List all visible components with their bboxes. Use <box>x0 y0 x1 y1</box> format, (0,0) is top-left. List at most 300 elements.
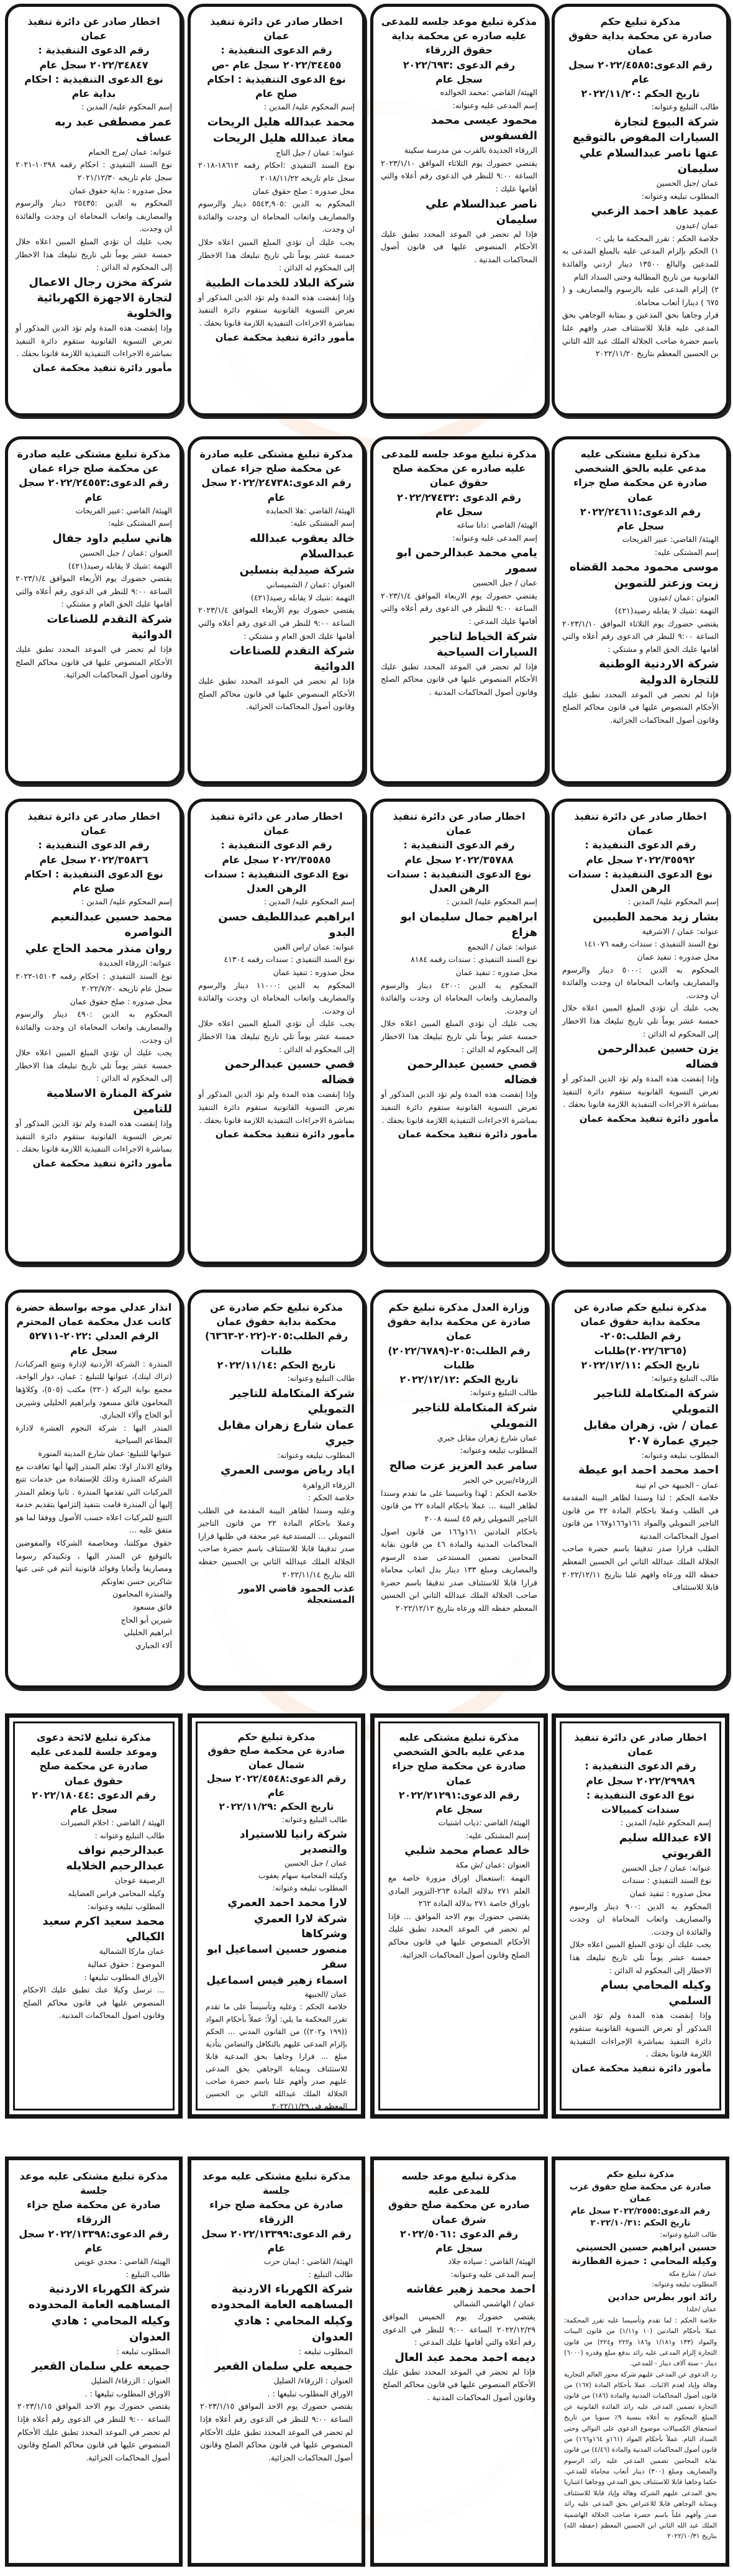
notice-text: العنوان : الزرقاء/ الضليل <box>91 2376 170 2386</box>
notice-text: عمان / شارع مكة <box>668 2270 717 2278</box>
notice-heading: اخطار صادر عن دائرة تنفيذ عمان <box>210 16 343 42</box>
notice-party-name: خالد عصام محمد شلبي <box>404 1844 530 1858</box>
legal-notice <box>370 799 548 1265</box>
notice-party-name: شركة المتكاملة للتاجير التمويلي <box>594 1387 719 1416</box>
notice-text: نوع السند التنفيذي :احكام رقمه ١٨٦١٢-٢٠١٨ سجل عام تاريخه ٢٠١٨/١١/٢٢ <box>198 160 355 183</box>
notice-party-name: محمد حسين عبدالنعيم النواصره <box>51 910 172 939</box>
notice-heading: رقم الدعوى :٢٠٢٢/٦٩٣ <box>403 58 516 71</box>
notice-text: خلاصة الحكم : لما تقدم وتأسيسا عليه تقرر المحكمة: عملا بأحكام المادتين (١٠ و١/١١) من قانون البينات والمواد (١٣٣ و١/١٨١ و١٨٦ و٢٢٢ و٢٢٤) من قانون التجارة إلزام المدعى عليه رائد بدفع مبلغ وقدره (٦٠٠٠) دينار - ستة آلاف دينار - للمدعي. <box>564 2316 717 2368</box>
notice-text: خلاصة الحكم : وعليه وتأسيساً على ما تقدم تقرر المحكمة ما يلي: أولاً: عملاً بأحكام المواد ((١٩٩ و٢٠٢)) من القانون المدني ... الحكم بإلزام المدعى عليهم بالتكافل والتضامن بتأدية مبلغ ... قرارا وجاهيا بحق المدعية قابلا للاستئناف وبمثابة الوجاهي بحق المدعى عليهم صدر وأفهم علنا باسم حضرة صاحب الجلالة الملك عبدالله الثاني بن الحسين المعظم في ٢٠٢٢/١١/٢٩ <box>206 2002 347 2111</box>
legal-notice <box>552 1713 729 2119</box>
notice-text: وكيله المحامي فراس العضايله <box>68 1889 165 1899</box>
notice-party-name: شركة صيدلية بنسلين <box>239 564 355 577</box>
notice-party-name: محمد عبدالله هليل الريحات <box>207 115 355 129</box>
notice-party-name: قصي حسين عبدالرحمن فضاله <box>224 1058 355 1087</box>
notice-heading: تاريخ الحكم :٢٠٢٢/١٢/١٢ <box>399 1373 519 1385</box>
notice-text: وكيلته المحامية سهام يعقوب <box>258 1871 347 1881</box>
notice-heading: ٢٠٢٢/٣٥٧٨٨ سجل عام <box>404 853 514 866</box>
notice-text: إسم المحكوم عليه/ المدين : <box>446 897 537 907</box>
notice-party-name: لارا محمد احمد العمري <box>227 1897 347 1910</box>
notice-text: خلاصة الحكم : لذا وسندا لظاهر البينة المقدمة في الطلب وعملا باحكام المادة ٢٢ من قانون التاجير التمويلي والمواد ١٦١و١٦٦و١٦٧ من قانون اصول المحاكمات المدنية <box>562 1493 719 1541</box>
notice-heading: صادرة عن محكمة صلح حقوق غرب عمان <box>569 2181 712 2204</box>
notice-heading: اخطار صادر عن دائرة تنفيذ عمان <box>210 810 343 837</box>
notice-text: إسم المحكوم عليه/ المدين : <box>263 102 355 112</box>
notice-text: يجب عليك أن تؤدي المبلغ المبين اعلاه خلال خمسة عشر يوماً تلي تاريخ تبليغك هذا الاخطار إلى المحكوم له الدائن : <box>381 1019 537 1054</box>
notice-heading: اخطار صادر عن دائرة تنفيذ عمان <box>27 810 160 837</box>
notice-heading: رقم الدعوى:٢٠٢٢/٤٥٤٨ سجل عام <box>206 1773 347 1799</box>
notice-text: محل صدوره : صلح حقوق عمان <box>252 186 355 196</box>
notice-text: الهيئة/ القاضي : سياده جلاد <box>448 2257 535 2267</box>
notice-party-name: خالد يعقوب عبدالله عبدالسلام <box>249 531 355 561</box>
notice-heading: رقم الدعوى التنفيذية : <box>221 839 332 851</box>
notice-heading: تاريخ الحكم :٢٠٢٢/١٠/٣١ <box>590 2218 691 2229</box>
notice-text: ... ترسل وكيلا عنك تطبق عليك الاحكام المنصوص عليها في قانون محاكم الصلح وقانون اصول المحاكمات المدنية. <box>23 1985 165 2020</box>
notice-party-name: وكيله المحامي : هادي العدوان <box>234 2314 353 2344</box>
notice-heading: رقم الدعوى:٢٠٢٢/٢٤٦١١ <box>580 505 701 518</box>
notice-text: محل صدوره : صلح حقوق عمان <box>70 996 172 1006</box>
notice-heading: مذكرة تبليغ حكم صادرة عن محكمة بداية حقوق عمان <box>210 1301 343 1328</box>
notice-party-name: جميعه علي سلمان القعير <box>32 2360 170 2373</box>
legal-notice <box>5 1713 183 2119</box>
notice-party-name: شركة الكهرباء الاردنية المساهمه العامة المحدوده <box>28 2283 170 2312</box>
notice-text: حقوق موكلتنا، ومخاصمة الشركاء والمفوضين بالتوقيع عن المنذر اليها ، وتكبيدكم رسوما ومصاريفا وأتعابا وفوائد قانونية أنتم في غنى عنها شاكرين حسن تعاونكم <box>16 1538 172 1586</box>
notice-text: رد الدعوى عن المدعى عليهم شركة محور العالم التجارية وهالة وإياد لعدم الاثبات. عملا بأحكام المادة (١٦٧) من قانون أصول المحاكمات المدنية والمادة (١٨٦) من قانون التجارة تضمين المدعى عليه رائد الفائدة القانونية عن المبلغ المحكوم به أعلاه بنسبة ٩٪ سنويا من تاريخ استحقاق الكمبيالات موضوع الدعوى على التوالي وحتى السداد التام. عملاً بأحكام المواد (١٦١و ١٦٤و١٦٦) من قانون أصول المحاكمات المدنية والمادة (٤/٤٦) من قانون نقابة المحامين تضمين المدعى عليه رائد الرسوم والمصاريف ومبلغ (٣٠٠) دينار أتعاب محاماة للمدعي. حكما وجاهيا قابلا للاستئناف بحق المدعي ووجاهيا اعتباريا بحق المدعى عليهم الشركة وهالة وإياد قابلا للاستئناف وبمثابة الوجاهي قابلا للاعتراض بحق المدعى عليه رائد صدر وأفهم علناً باسم حضرة صاحب الجلالة الهاشمية الملك عبد الله الثاني ابن الحسين المعظم (حفظه الله) بتاريخ ٢٠٢٢/١٠/٣١ <box>564 2370 717 2541</box>
notice-text: العنوان :عمان / الشميساني <box>266 580 355 590</box>
notice-party-name: ناصر عبدالسلام علي سليمان <box>426 197 537 226</box>
notice-heading: نوع الدعوى التنفيذية : احكام بداية عام <box>24 73 163 99</box>
legal-notice <box>370 4 548 416</box>
notice-heading: ٢٠٢٢/٣٥٥٩٢ سجل عام <box>586 853 695 866</box>
notice-text: محل صدوره : تنفيذ عمان <box>455 968 537 978</box>
notice-text: إسم المدعى عليه وعنوانه: <box>452 100 537 110</box>
notice-heading: رقم الدعوى:٢٠٢٢/٢١٢٩١ <box>398 1789 520 1801</box>
notice-text: التهمة :شيك لا يقابله رصيد(٤٢١) <box>68 561 172 571</box>
notice-text: وإذا إنقضت هذه المدة ولم تؤد الدين المذكور أو تعرض التسوية القانونية ستقوم دائرة التنفيذ بمباشرة الاجراءات التنفيذية اللازمة قانونا بحقك . <box>198 1089 355 1125</box>
notice-party-name: جميعه علي سلمان القعير <box>214 2360 353 2373</box>
notice-heading: رقم الدعوى التنفيذية : <box>38 44 150 57</box>
notice-text: فإذا لم تحضر في الموعد المحدد تطبق عليك الأحكام المنصوص عليها في قانون محاكم الصلح وقانون أصول المحاكمات الجزائية. <box>562 689 719 725</box>
notice-party-name: شركة المتكاملة للتاجير التمويلي <box>230 1387 355 1416</box>
notice-text: ٢) إلزام المدعى عليه بالرسوم والمصاريف و ( ٦٧٥ ) دينارا أتعاب محاماة. <box>562 285 719 307</box>
notice-party-name: شركة المنارة الاسلامية للتامين <box>46 1086 172 1116</box>
legal-notice <box>5 799 183 1265</box>
notice-heading: ٢٠٢٢/٣٥٨٣٦ سجل عام <box>39 853 148 866</box>
notice-text: فإذا لم تحضر في الموعد المحدد تطبق عليك الأحكام المنصوص عليها في قانون أصول المحاكمات المدنية . <box>381 229 537 264</box>
notice-text: المطلوب تبليغه وعنوانه: <box>272 1884 347 1893</box>
notice-text: المطلوب تبليغه : <box>116 2346 170 2356</box>
notice-heading: رقم الطلب:٢٠٥-(٢٠٢٢-٦٣٦٣) طلبات <box>204 1330 348 1357</box>
notice-text: الزرقاء الزواهرة <box>303 1480 355 1490</box>
notice-text: الهيئة/ القاضي :دانا ساغه <box>457 520 537 529</box>
notice-heading: مذكرة تبليغ مشتكى عليه صادرة عن محكمة صلح جزاء عمان <box>17 448 171 475</box>
notice-heading: صادرة عن محكمة صلح جزاء الزرقاء <box>209 2199 344 2225</box>
notice-text: العنوان : الزرقاء/ الضليل <box>273 2376 353 2386</box>
notice-party-name: وكيله المحامي : حمزة القطارنة <box>571 2255 717 2267</box>
notice-party-name: قصي حسين عبدالرحمن فضاله <box>407 1058 537 1087</box>
notice-text: الرصيفة عوجان <box>115 1876 165 1886</box>
notice-text: وإذا إنقضت هذه المدة ولم تؤد الدين المذكور أو تعرض التسوية القانونية ستقوم دائرة التنفيذ بمباشرة الاجراءات التنفيذية اللازمة قانونا بحقك . <box>16 323 172 359</box>
notice-text: الاوراق المطلوب تبليغها : . <box>84 2388 170 2398</box>
notice-text: خلاصة الحكم : <box>307 1493 355 1503</box>
notice-heading: سجل عام <box>435 2242 483 2254</box>
notice-heading: اخطار صادر عن دائرة تنفيذ عمان <box>27 16 160 42</box>
notice-text: الزرقاء الجديدة بالقرب من مدرسة سكينة <box>404 145 537 155</box>
notice-text: يقتضي حضورك يوم الاحد الموافق ... فإذا لم تحضر في الموعد المحدد تطبق عليك الأحكام المنصوص عليها في قانون محاكم الصلح وقانون أصول المحاكمات الجزائية. <box>388 1911 530 1960</box>
notice-heading: مذكرة تبليغ موعد جلسه للمدعى عليه صادره عن محكمة بداية حقوق الزرقاء <box>381 16 537 57</box>
notice-text: عنوانه: عمان / جبل التاج <box>276 147 355 157</box>
notice-text: إسم المحكوم عليه/ المدين : <box>81 102 172 112</box>
notice-party-name: شركة الكهرباء الاردنية المساهمه العامة المحدوده <box>211 2283 353 2312</box>
notice-text: الزرقاء/بيرين حي الجبر <box>463 1475 537 1485</box>
notice-party-name: موسى محمود محمد القضاه <box>569 561 719 574</box>
notice-party-name: حسين ابراهيم حسين الحسيني <box>576 2242 717 2253</box>
notice-heading: رقم الدعوى:٢٠٢٢/٢٤٧٣٨ سجل عام <box>201 477 352 503</box>
notice-heading: تاريخ الحكم :٢٠٢٢/١٢/١١ <box>581 1359 700 1371</box>
notice-heading: تاريخ الحكم :٢٠٢٢/١١/١٤ <box>217 1359 336 1371</box>
legal-notice <box>188 436 365 784</box>
notice-heading: رقم الطلب:٢٠٥-(٢٠٢٢/٦٧٨٩) طلبات <box>388 1344 530 1371</box>
notice-text: إسم المدعى عليه وعنوانه: <box>452 533 537 543</box>
notice-text: وعليه وسندا لظاهر البينة المقدمة في الطلب وعملا باحكام المادة ٢٢ من قانون التاجير التمويلي ... المستدعية غير محقة في طلبها قرارا صدر تدقيقا قابلا للاستئناف باسم حضرة صاحب الجلالة الملك عبدالله الثاني بن الحسين حفظه الله بتاريخ ٢٠٢٢/١١/١٤ <box>198 1505 355 1579</box>
notice-text: إسم المحكوم عليه/ المدين : <box>81 897 172 907</box>
notice-text: التهمة :استعمال اوراق مزورة خاصة مع العلم ٢٧١ بدلالة المادة ٢٦٣-التزوير المادي باوراق خاصة ٢٧١ بدلالة المادة ٢٦٢ <box>388 1872 530 1909</box>
legal-notice <box>5 4 183 416</box>
notice-heading: رقم الدعوى:٢٠٢٢/٢٥٥٥ سجل عام <box>570 2206 711 2216</box>
notice-heading: نوع الدعوى التنفيذية : احكام صلح عام <box>207 73 346 99</box>
notice-heading: صادره عن محكمة صلح حقوق شرق عمان <box>388 2199 530 2225</box>
notice-heading: نوع الدعوى التنفيذية : احكام صلح عام <box>24 868 163 894</box>
notice-heading: رقم الدعوى:٢٠٢٢/١٣٣٩٩ سجل عام <box>201 2227 352 2254</box>
notice-text: الهيئة/ القاضي: عبير الفريحات <box>622 534 719 544</box>
notice-party-name: اياد رياض موسى العمري <box>221 1464 355 1477</box>
notice-text: إسم المدعى عليه وعنوانه: <box>450 2269 535 2279</box>
legal-notice <box>5 1290 183 1689</box>
notice-heading: مذكرة تبليغ حكم <box>600 16 681 27</box>
notice-party-name: وكيله المحامي : هادي العدوان <box>51 2314 170 2344</box>
notice-text: الهيئة/ القاضي :هلا الحمايده <box>266 505 355 515</box>
notice-text: يجب عليك أن تؤدي المبلغ المبين اعلاه خلال خمسة عشر يوماً تلي تاريخ تبليغك هذا الاخطار إلى المحكوم له الدائن : <box>562 1003 719 1038</box>
notice-heading: اخطار صادر عن دائرة تنفيذ عمان <box>574 1731 707 1758</box>
legal-notice <box>552 436 729 784</box>
notice-heading: مذكرة تبليغ مشتكى عليه صادرة عن محكمة صلح جزاء عمان <box>199 448 353 475</box>
notice-heading: انذار عدلي موجه بواسطة حضرة كاتب عدل محكمة عمان المحترم <box>16 1301 172 1328</box>
notice-text: طالب التبليغ وعنوانه: <box>287 1373 355 1383</box>
legal-notice <box>5 2157 183 2567</box>
notice-text: الهيئة / القاضي : احلام النصيرات <box>60 1818 165 1828</box>
notice-party-name: شركة البلاد للخدمات الطبية <box>205 276 355 290</box>
notice-heading: مذكرة تبليغ موعد جلسه للمدعى عليه صادره عن محكمة صلح حقوق عمان <box>381 448 537 489</box>
notice-text: طالب التبليغ وعنوانه: <box>281 1815 347 1824</box>
notice-party-name: شركة مخزن رجال الاعمال لتجارة الاجهزة الكهربائية والخلوية <box>29 275 172 320</box>
legal-notice <box>552 1290 729 1689</box>
notice-text: طالب التبليغ وعنوانه: <box>651 1373 719 1383</box>
notice-text: نوع السند التنفيذي : سندات رقمه ١٤١٠٧٦ <box>583 939 719 949</box>
notice-text: المنذرة : الشركة الأردنية لإدارة وتتبع المركبات/ (تراك لينك)، عنوانها للتبليغ : عمان، دوار الواحة، مجمع بوابة البركة (٢٢٠) مكتب (٥٠٥)، وكلاؤها المحامون فائق مسعود وابراهيم الخليلي وشيرين أبو الحاج وآلاء الجباري. <box>16 1359 172 1420</box>
legal-notice <box>552 2157 729 2567</box>
notice-party-name: شركة لارا العمري وشركاها <box>253 1912 347 1940</box>
notice-text: والمنذرة المحامون <box>112 1589 172 1599</box>
legal-notice <box>188 1290 365 1689</box>
notice-text: قرار وجاهيا بحق المدعين و بمثابة الوجاهي بحق المدعى عليه قابلا للاستئناف صدر وافهم علنا باسم حضرة صاحب الجلالة الملك عبد الله الثاني بن الحسين المعظم بتاريخ ٢٠٢٢/١١/٢٠ <box>562 310 719 359</box>
notice-party-name: عمر مصطفى عبد ربه عساف <box>54 115 172 144</box>
notice-text: يقتضي حضورك يوم الاحد الموافق ٢٠٢٣/١/١٥ الساعة ٩:٠٠ للنظر في الدعوى رقم أعلاه فإذا لم تحضر في الموعد المحدد تطبق عليك الأحكام المنصوص عليها في قانون محاكم الصلح وقانون أصول المحاكمات الجزائية. <box>200 2401 353 2462</box>
notice-party-name: شركة البيوع لتجارة السيارات المفوض بالتوقيع عنها ناصر عبدالسلام علي سليمان <box>572 115 719 175</box>
notice-text: وإذا إنقضت هذه المدة ولم تؤد الدين المذكور أو تعرض التسوية القانونية ستقوم دائرة التنفيذ بمباشرة الإجراءات التنفيذية اللازمة قانونا بحقك . <box>570 2010 711 2059</box>
notice-text: شيرين أبو الحاج <box>121 1615 172 1625</box>
notice-text: المحكوم به الدين :٢٥٤٣٥ دينار والرسوم والمصاريف واتعاب المحاماة ان وجدت والفائدة ان وجدت. <box>16 198 172 234</box>
notice-heading: ٢٠٢٢/٣٤٨٤٧ سجل عام <box>39 58 148 71</box>
notice-party-name: عمان شارع زهران مقابل جيري <box>217 1418 355 1447</box>
notice-text: يجب عليك أن تؤدي المبلغ المبين اعلاه خلال خمسة عشر يوماً تلي تاريخ تبليغك هذا الاخطار إلى المحكوم له الدائن : <box>198 1019 355 1054</box>
notice-text: يجب عليك أن تؤدي المبلغ المبين اعلاه خلال خمسة عشر يوماً تلي تاريخ تبليغك هذا الاخطار إلى المحكوم له الدائن : <box>16 1048 172 1083</box>
notice-party-name: شركة الاردنية الوطنية للتجارة الدولية <box>599 658 719 687</box>
notice-signature: مأمور دائرة تنفيذ محكمة عمان <box>32 1157 172 1169</box>
notice-text: عمان /الجبيهة <box>304 1990 347 1999</box>
notice-text: المحكوم به الدين :٤٢٠٠ دينار والرسوم والمصاريف واتعاب المحاماة ان وجدت والفائدة ان وجدت. <box>381 980 537 1015</box>
notice-party-name: زيت وزعتر للتموين <box>614 577 719 590</box>
legal-notice <box>5 436 183 784</box>
notice-party-name: محمود عيسى محمد الفسفوس <box>430 114 537 143</box>
notice-text: الهيئة/ القاضي : ايمان حرب <box>263 2257 353 2267</box>
notice-heading: رقم الدعوى:٢٠٢٢/٤٥٨٥ سجل عام <box>568 58 713 85</box>
notice-party-name: هاني سليم داود جفال <box>52 531 172 545</box>
notice-text: باحكام المادتين ١٦١و١٦٦ من قانون اصول المحاكمات المدنية والمادة ٤٦ من قانون نقابة المحامين تضمين المستدعى ضده الرسوم والمصاريف ومبلغ ١٣٣ دينار بدل اتعاب محاماة قرارا قابلا للاستئناف صدر تدقيقا باسم حضرة صاحب الجلالة الملك عبدالله الثاني ابن الحسين المعظم حفظه الله ورعاه بتاريخ ٢٠٢٢/١٢/١٢ <box>381 1526 538 1613</box>
notice-text: طالب التبليغ وعنوانه: <box>651 102 719 112</box>
notice-text: العنوان :عمان / جبل الحسين <box>80 548 172 558</box>
notice-text: إسم المحكوم عليه/ المدين : <box>620 1818 711 1828</box>
notice-heading: سجل عام <box>435 1803 483 1815</box>
notice-heading: رقم الطلب:٢٠٥-(٢٠٢٢/٦٣٦٥)طلبات <box>594 1330 687 1357</box>
notice-text: نوع السند التنفيذي : سندات رقمه ٨١٨٤ <box>411 955 537 965</box>
notice-text: المحكوم به الدين :٤٩٠ دينار والرسوم والمصاريف واتعاب المحاماة ان وجدت والفائدة ان وجدت. <box>16 1009 172 1045</box>
notice-text: إسم المحكوم عليه/ المدين : <box>263 897 355 907</box>
notice-text: يقتضي حضورك يوم الأربعاء الموافق ٢٠٢٣/١/٤ الساعة ٩:٠٠ للنظر في الدعوى رقم أعلاه والتي أقامها عليك الحق العام و مشتكي : <box>198 605 355 641</box>
notice-text: طالب التبليغ : <box>125 2269 170 2279</box>
notice-party-name: يزن حسين عبدالرحمن فضاله <box>597 1042 719 1071</box>
notice-party-name: بشار زيد محمد الطيبين <box>593 910 719 924</box>
notice-text: المطلوب تبليغه وعنوانه: <box>87 1901 165 1911</box>
notice-text: المحكوم به الدين :٥٥٤٣,٩٠٥ دينار والرسوم والمصاريف واتعاب المحاماة ان وجدت والفائدة ان وجدت. <box>198 199 355 234</box>
notice-party-name: شركة الخياط لتاجير السيارات السياحية <box>430 630 537 659</box>
notice-party-name: منصور حسين اسماعيل ابو سقر <box>207 1943 347 1971</box>
notice-text: ابراهيم الخليلي <box>124 1628 172 1638</box>
legal-notice <box>370 1713 548 2119</box>
notice-text: محل صدوره : تنفيذ عمان <box>629 1889 711 1899</box>
notice-text: يقتضي حضورك يوم الخميس الموافق ٢٠٢٢/١٢/٢٩ الساعة ٩:٠٠ للنظر في الدعوى رقم أعلاه والتي أقامها عليك المدعي : <box>383 2311 535 2347</box>
notice-text: عنوانه: عمان /راس العين <box>273 942 355 951</box>
notice-party-name: معاذ عبدالله هليل الريحات <box>212 131 355 145</box>
notice-text: التهمة :شيك لا يقابله رصيد(٤٢١) <box>250 592 355 602</box>
notice-text: عنوانها للتبليغ: عمان شارع المدينة المنورة <box>38 1448 172 1458</box>
notice-text: عنوانه: الزرقاء الجديدة <box>99 958 172 968</box>
notice-signature: مأمور دائرة تنفيذ محكمة عمان <box>32 362 172 374</box>
notice-heading: نوع الدعوى التنفيذية : سندات كمبيالات <box>586 1789 694 1815</box>
notice-signature: مأمور دائرة تنفيذ محكمة عمان <box>215 331 355 343</box>
notice-heading: مدعي عليه بالحق الشخصي صادرة عن محكمة صلح جزاء عمان <box>573 462 708 503</box>
notice-text: المنذر اليها : شركة النجوم العشرة لادارة المطاعم السياحية <box>16 1423 172 1446</box>
notice-text: محل صدوره : بداية حقوق عمان <box>69 185 172 195</box>
notice-text: ١) الحكم بإلزام المدعى عليه بالمبلغ المدعى به للمدعين والبالغ ١٣٥٠٠ دينار اردني والفائدة القانونية من تاريخ المطالبة وحتى السداد التام <box>562 246 719 282</box>
notice-heading: ٢٠٢٢/٢٩٩٨٩ سجل عام <box>586 1774 695 1787</box>
notice-text: عمان ماركا الشمالية <box>99 1946 165 1956</box>
notice-text: نوع السند التنفيذي : سندات <box>622 1876 711 1886</box>
notice-text: خلاصة الحكم : تقرر المحكمة ما يلي :- <box>595 233 719 243</box>
notice-text: العنوان :عمان /ش مكة <box>455 1860 530 1870</box>
notice-party-name: عبدالرحيم نواف عبدالرحيم الخلايله <box>66 1844 165 1873</box>
legal-notice <box>552 799 729 1265</box>
notice-text: المطلوب تبليغه وعنوانه: <box>641 191 719 201</box>
notice-heading: مذكرة تبليغ لائحة دعوى وموعد جلسة للمدعى عليه صادرة عن محكمة صلح حقوق عمان <box>30 1731 158 1787</box>
notice-text: عنوانه: عمان /مرج الحمام <box>88 147 172 157</box>
notice-text: طالب التبليغ : <box>308 2269 353 2279</box>
notice-heading: سجل عام <box>617 520 664 532</box>
notice-text: وقائع الانذار اولا: تعلم المنذر إليها أنها تعاقدت مع الشركة المنذرة وذلك للإستفادة من خدمات تتبع المركبات التي تقدمها المنذرة . ثانيا وتعلم المنذر إليها أن المنذرة قامت بتنفيذ إلتزامها بتقديم خدمة التتبع للمركبات اعلاه حسب الأصول ووفقا لما هو متفق عليه ... <box>16 1461 172 1535</box>
notice-party-name: رائد انور بطرس حدادين <box>608 2291 717 2303</box>
notice-party-name: محمد سعيد اكرم سعيد الكيالي <box>42 1915 165 1944</box>
notice-text: المطلوب تبليغه وعنوانه: <box>460 1446 537 1455</box>
legal-notice <box>370 436 548 784</box>
notice-text: يقتضي حضورك يوم الثلاثاء الموافق ٢٠٢٣/١/١٠ الساعة ٩:٠٠ للنظر في الدعوى رقم أعلاه والتي أقامها عليك الحق العام و مشتكي : <box>562 618 719 654</box>
notice-text: المحكوم به الدين :١١٠٠٠ دينار والرسوم والمصاريف واتعاب المحاماة ان وجدت والفائدة ان وجدت. <box>198 980 355 1015</box>
notice-text: طالب التبليغ وعنوانه: <box>660 2230 717 2239</box>
notice-heading: مذكرة تبليغ حكم <box>606 2170 675 2180</box>
notice-text: عنوانه: عمان / الاشرفية <box>642 926 719 936</box>
notice-signature: مأمور دائرة تنفيذ محكمة عمان <box>398 1129 537 1140</box>
notice-heading: رقم الدعوى :٢٠٢٢/١٨٠٤٤ سجل عام <box>32 1789 156 1815</box>
notice-party-name: سامر عبد العزيز عزت صالح <box>389 1459 537 1473</box>
notice-text: إسم المحكوم عليه/ المدين : <box>627 897 719 907</box>
notice-text: وإذا إنقضت هذه المدة ولم تؤد الدين المذكور أو تعرض التسوية القانونية ستقوم دائرة التنفيذ بمباشرة الاجراءات التنفيذية اللازمة قانونا بحقك . <box>562 1074 719 1109</box>
notice-text: المحكوم به الدين :٥٠٠٠ دينار والرسوم والمصاريف واتعاب المحاماة ان وجدت والفائدة ان وجدت. <box>562 965 719 1000</box>
notice-text: عمان - الجبيهة حي ام تينة <box>635 1480 719 1490</box>
notice-text: يقتضي حضورك يوم الأربعاء الموافق ٢٠٢٣/١/٤ الساعة ٩:٠٠ للنظر في الدعوى رقم أعلاه والتي أقامها عليك الحق العام و مشتكي : <box>16 574 172 609</box>
notice-heading: مذكرة تبليغ مشتكى عليه موعد جلسة <box>19 2170 168 2197</box>
notice-heading: مذكرة تبليغ مشتكى عليه مدعي عليه بالحق الشخصي صادرة عن محكمة صلح جزاء عمان <box>392 1731 526 1787</box>
notice-text: العنوان :عمان /عبدون <box>649 593 719 603</box>
notice-text: خلاصة الحكم : لهذا وتاسيسا على ما تقدم وسندا لظاهر البينة ... عملا باحكام المادة ٢٢ من قانون التاجير التمويلي رقم ٤٥ لسنة ٢٠٠٨ <box>381 1488 537 1523</box>
notice-text: الهيئة/ القاضي :محمد الخوالده <box>440 87 537 97</box>
notice-text: يجب عليك أن تؤدي المبلغ المبين اعلاه خلال خمسة عشر يوماً تلي تاريخ تبليغك هذا الاخطار إلى المحكوم له الدائن : <box>198 237 355 273</box>
notice-heading: سجل عام <box>435 73 483 85</box>
notice-text: نوع السند التنفيذي : احكام رقمه ١٥١٠٣-٢٠٢٢ سجل عام تاريخه ٢٠٢٢/٧/٢٠ <box>16 971 172 994</box>
notice-heading: اخطار صادر عن دائرة تنفيذ عمان <box>393 810 526 837</box>
notice-heading: صادرة عن محكمة صلح جزاء الزرقاء <box>27 2199 161 2225</box>
notice-text: يقتضي حضورك يوم الثلاثاء الموافق ٢٠٢٣/١/١٠ الساعة ٩:٠٠ للنظر في الدعوى رقم أعلاه والتي أقامها عليك : <box>381 158 537 194</box>
notice-text: فإذا لم تحضر في الموعد المحدد تطبق عليك الأحكام المنصوص عليها في قانون محاكم الصلح وقانون أصول المحاكمات المدنية . <box>383 2367 535 2403</box>
notice-party-name: شركة التقدم للصناعات الدوائية <box>229 644 355 674</box>
notice-text: المطلوب تبليغه وعنوانه: <box>277 1450 355 1460</box>
notice-text: الهيئة/ القاضي :ذياب اشتيات <box>438 1818 530 1828</box>
notice-text: إسم المشتكى عليه: <box>466 1830 530 1840</box>
notice-heading: وزارة العدل مذكرة تبليغ حكم صادرة عن محكمة بداية حقوق عمان <box>387 1301 531 1342</box>
notice-heading: رقم الدعوى التنفيذية : <box>403 839 515 851</box>
notice-text: المطلوب تبليغه : <box>299 2346 353 2356</box>
notice-text: المطلوب تبليغه وعنوانه: <box>641 1450 719 1460</box>
notice-heading: ٢٠٢٢/٣٥٥٨٥ سجل عام <box>222 853 331 866</box>
notice-text: الهيئة/ القاضي : مجدي عويس <box>74 2257 170 2267</box>
notice-heading: رقم الدعوى التنفيذية : <box>38 839 150 851</box>
notice-text: وإذا إنقضت هذه المدة ولم تؤد الدين المذكور أو تعرض التسوية القانونية ستقوم دائرة التنفيذ بمباشرة الاجراءات التنفيذية اللازمة قانونا بحقك . <box>16 1119 172 1154</box>
notice-text: الأوراق المطلوب تبليغها : <box>84 1972 165 1982</box>
notice-heading: رقم الدعوى:٢٠٢٢/٢٤٥٥٣ سجل عام <box>19 477 169 503</box>
notice-heading: سجل عام <box>435 505 483 518</box>
notice-heading: مذكرة تبليغ موعد جلسه للمدعى عليه <box>401 2170 517 2197</box>
notice-heading: صادرة عن محكمة بداية حقوق عمان <box>568 30 713 57</box>
legal-notice <box>552 4 729 416</box>
notice-text: عمان /جبل الحسين <box>656 178 719 188</box>
notice-text: عنوانه: عمان / جبل الحسين <box>622 1863 711 1872</box>
notice-text: الطلب قرارا صدر تدقيقا باسم حضرة صاحب الجلالة الملك عبدالله الثاني ابن الحسين المعظم حفظه الله ورعاه وافهم علنا بتاريخ ٢٠٢٢/١٢/١١ قابلا للاستئناف <box>562 1544 719 1592</box>
notice-text: عمان /عبدون <box>676 221 719 231</box>
notice-heading: نوع الدعوى التنفيذية : سندات الرهن العدل <box>204 868 349 894</box>
notice-heading: اخطار صادر عن دائرة تنفيذ عمان <box>574 810 707 837</box>
notice-party-name: شركة رانيا للاستيراد والتصدير <box>239 1828 347 1856</box>
legal-notice <box>370 2157 548 2567</box>
notice-heading: ٢٠٢٢/٣٤٤٥٥ سجل عام -ص <box>211 58 342 71</box>
notice-text: وإذا إنقضت هذه المدة ولم تؤد الدين المذكور أو تعرض التسوية القانونية ستقوم دائرة التنفيذ بمباشرة الاجراءات التنفيذية اللازمة قانونا بحقك . <box>198 292 355 328</box>
notice-text: عمان / جبل الحسين <box>284 1859 347 1868</box>
notice-text: إسم المشتكى عليه: <box>108 518 172 528</box>
notice-heading: رقم الدعوى :٢٠٢٢/٥٠٦١ <box>399 2227 519 2240</box>
notice-text: عنوانه: عمان / التجمع <box>467 942 537 951</box>
notice-heading: رقم الدعوى التنفيذية : <box>585 1760 696 1772</box>
legal-notice <box>188 4 365 416</box>
notice-heading: مذكرة تبليغ مشتكى عليه موعد جلسة <box>202 2170 351 2197</box>
notice-signature: مأمور دائرة تنفيذ محكمة عمان <box>579 1113 719 1125</box>
notice-text: التهمة :شيك لا يقابله رصيد(٤٢١) <box>614 606 719 616</box>
notice-text: يجب عليك أن تؤدي المبلغ المبين اعلاه خلال خمسة عشر يوماً تلي تاريخ تبليغك هذا الاخطار إلى المحكوم له الدائن : <box>16 237 172 272</box>
notice-text: وإذا إنقضت هذه المدة ولم تؤد الدين المذكور أو تعرض التسوية القانونية ستقوم دائرة التنفيذ بمباشرة الاجراءات التنفيذية اللازمة قانونا بحقك . <box>381 1089 537 1125</box>
notice-text: الموضوع : حقوق عمالية <box>87 1960 165 1969</box>
legal-notice <box>188 1713 365 2119</box>
notice-text: فإذا لم تحضر في الموعد المحدد تطبق عليك الأحكام المنصوص عليها في قانون محاكم الصلح وقانون أصول المحاكمات الجزائية. <box>16 644 172 680</box>
notice-party-name: روان منذر محمد الحاج علي <box>25 942 172 955</box>
notice-party-name: وكيله المحامي بسام السلمي <box>601 1979 711 2008</box>
notice-text: يقتضي حضورك يوم الاحد الموافق ٢٠٢٣/١/١٥ الساعة ٩:٠٠ للنظر في الدعوى رقم أعلاه فإذا لم تحضر في الموعد المحدد تطبق عليك الأحكام المنصوص عليها في قانون محاكم الصلح وقانون أصول المحاكمات الجزائية. <box>17 2401 170 2462</box>
legal-notice <box>188 2157 365 2567</box>
notice-text: الهيئة/ القاضي :عبير الفريحات <box>75 505 172 515</box>
legal-notice <box>188 799 365 1265</box>
notice-heading: رقم الدعوى التنفيذية : <box>221 44 332 57</box>
notice-party-name: الاء عبدالله سليم القريوتي <box>619 1831 711 1860</box>
notice-text: المحكوم به الدين :٩٠٠ دينار والرسوم والمصاريف واتعاب المحاماة ان وجدت والفائدة ان وجدت. <box>570 1901 711 1937</box>
notice-text: محل صدوره : تنفيذ عمان <box>273 968 355 978</box>
notice-text: يقتضي حضورك يوم الاربعاء الموافق ٢٠٢٣/١/٤ الساعة ٩:٠٠ للنظر في الدعوى رقم أعلاه والتي أقامها عليك المدعي : <box>381 590 537 626</box>
notice-heading: مذكرة تبليغ حكم صادرة عن محكمة بداية حقوق عمان <box>574 1301 707 1328</box>
notice-party-name: احمد محمد احمد ابو عيطة <box>578 1464 719 1477</box>
notice-text: إسم المشتكى عليه: <box>291 518 355 528</box>
notice-heading: نوع الدعوى التنفيذية : سندات الرهن العدل <box>386 868 532 894</box>
notice-text: محل صدوره : تنفيذ عمان <box>637 951 719 961</box>
notice-text: طالب التبليغ وعنوانه: <box>470 1388 537 1398</box>
notice-text: عمان /خلدا <box>686 2306 717 2314</box>
notice-text: عمان / الهاشمي الشمالي <box>453 2299 535 2309</box>
notice-party-name: ابراهيم جمال سليمان ابو هزاع <box>400 910 537 939</box>
notice-heading: تاريخ الحكم :٢٠٢٢/١١/٢٠ <box>581 87 700 99</box>
notice-party-name: عميد عاهد احمد الزعبي <box>591 204 719 218</box>
notice-text: فائق مسعود <box>132 1602 172 1612</box>
notice-text: نوع السند التنفيذي : سندات رقمه ٤١٣٠٤ <box>224 955 355 965</box>
notice-signature: مأمور دائرة تنفيذ محكمة عمان <box>215 1129 355 1140</box>
notice-signature: عذب الحمود قاضي الامور المستعجلة <box>238 1583 355 1606</box>
notice-text: نوع السند التنفيذي : احكام رقمه ١٠٢٩٨-٢٠٢١ سجل عام تاريخه ٢٠٢١/١٢/٣٠ <box>16 160 172 183</box>
notice-heading: رقم الدعوى :٢٠٢٢/٢٧٤٣٢ <box>397 491 521 503</box>
notice-party-name: عمان / ش. زهران مقابل جيري عمارة ٢٠٧ <box>583 1418 719 1447</box>
notice-text: المطلوب تبليغه وعنوانه: <box>652 2280 717 2288</box>
notice-heading: نوع الدعوى التنفيذية : سندات الرهن العدل <box>568 868 713 894</box>
notice-party-name: ديمه احمد محمد عبد العال <box>394 2350 535 2364</box>
notice-text: عمان شارع زهران مقابل جيري <box>437 1432 537 1442</box>
